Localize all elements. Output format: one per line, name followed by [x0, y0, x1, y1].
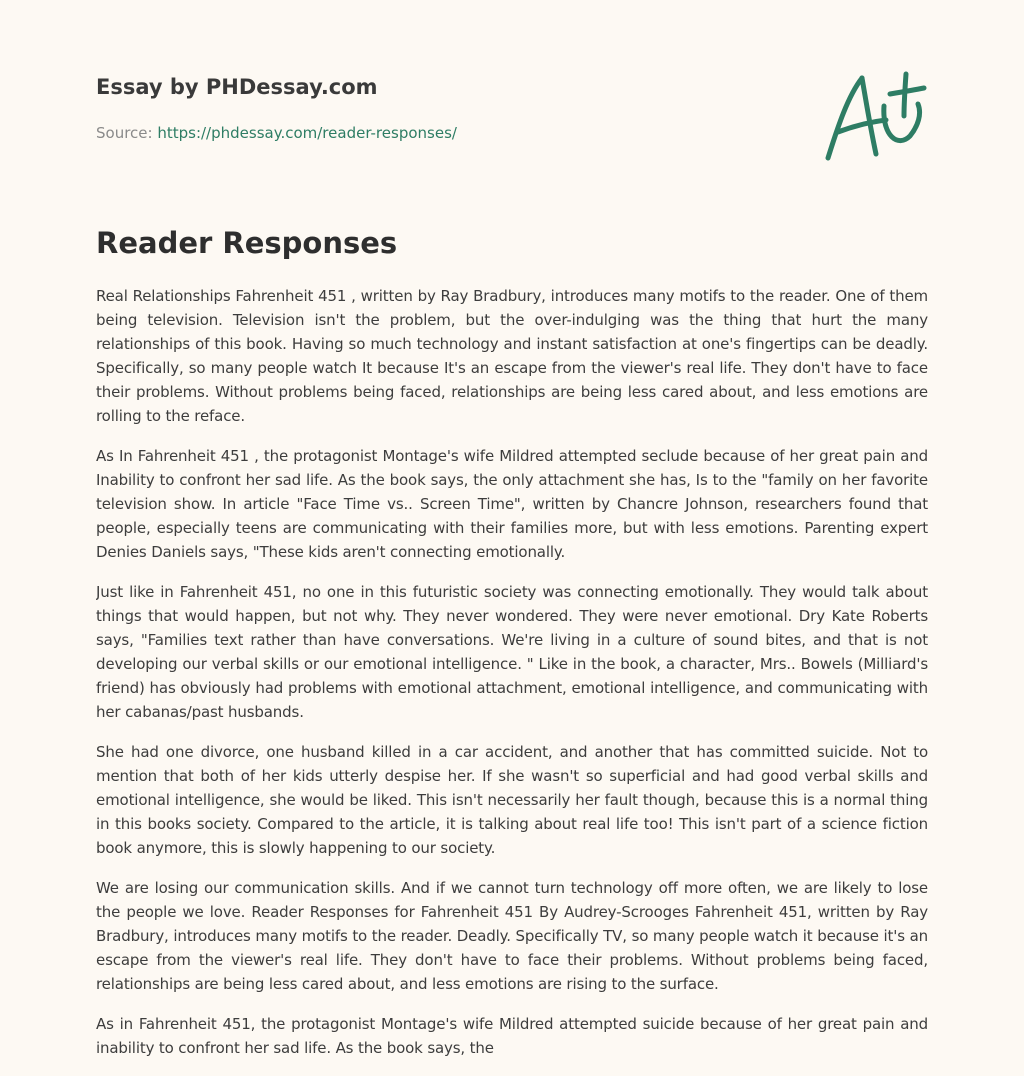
essay-paragraph: We are losing our communication skills. And if we cannot turn technology off more often, we are likely to lose the people we love. Reader Responses for Fahrenheit 451 By Audrey-Scrooges Fahrenheit 451, written by Ray Bradbury, introduces many motifs to the reader. Deadly. Specifically TV, so many people watch it because it's an escape from the viewer's real life. They don't have to face their problems. Without problems being faced, relationships are being less cared about, and less emotions are rising to the surface.: [96, 879, 928, 993]
essay-body: [96, 284, 928, 1064]
source-line: [96, 124, 457, 142]
source-link[interactable]: https://phdessay.com/reader-responses/: [157, 124, 457, 142]
source-label: Source:: [96, 124, 158, 142]
essay-paragraph: As in Fahrenheit 451, the protagonist Montage's wife Mildred attempted suicide because of her great pain and inability to confront her sad life. As the book says, the: [96, 1015, 928, 1057]
a-plus-grade-icon: [818, 66, 930, 166]
essay-paragraph: Real Relationships Fahrenheit 451 , written by Ray Bradbury, introduces many motifs to the reader. One of them being television. Television isn't the problem, but the over-indulging was the thing that hurt the many relationships of this book. Having so much technology and instant satisfaction at one's fingertips can be deadly. Specifically, so many people watch It because It's an escape from the viewer's real life. They don't have to face their problems. Without problems being faced, relationships are being less cared about, and less emotions are rolling to the reface.: [96, 287, 928, 425]
brand-title: Essay by PHDessay.com: [96, 75, 378, 99]
essay-title: Reader Responses: [96, 226, 398, 260]
essay-paragraph: She had one divorce, one husband killed in a car accident, and another that has committed suicide. Not to mention that both of her kids utterly despise her. If she wasn't so superficial and had good verbal skills and emotional intelligence, she would be liked. This isn't necessarily her fault though, because this is a normal thing in this books society. Compared to the article, it is talking about real life too! This isn't part of a science fiction book anymore, this is slowly happening to our society.: [96, 743, 928, 857]
essay-paragraph: As In Fahrenheit 451 , the protagonist Montage's wife Mildred attempted seclude because of her great pain and Inability to confront her sad life. As the book says, the only attachment she has, Is to the "family on her favorite television show. In article "Face Time vs.. Screen Time", written by Chancre Johnson, researchers found that people, especially teens are communicating with their families more, but with less emotions. Parenting expert Denies Daniels says, "These kids aren't connecting emotionally.: [96, 447, 928, 561]
essay-paragraph: Just like in Fahrenheit 451, no one in this futuristic society was connecting emotionally. They would talk about things that would happen, but not why. They never wondered. They were never emotional. Dry Kate Roberts says, "Families text rather than have conversations. We're living in a culture of sound bites, and that is not developing our verbal skills or our emotional intelligence. " Like in the book, a character, Mrs.. Bowels (Milliard's friend) has obviously had problems with emotional attachment, emotional intelligence, and communicating with her cabanas/past husbands.: [96, 583, 928, 721]
